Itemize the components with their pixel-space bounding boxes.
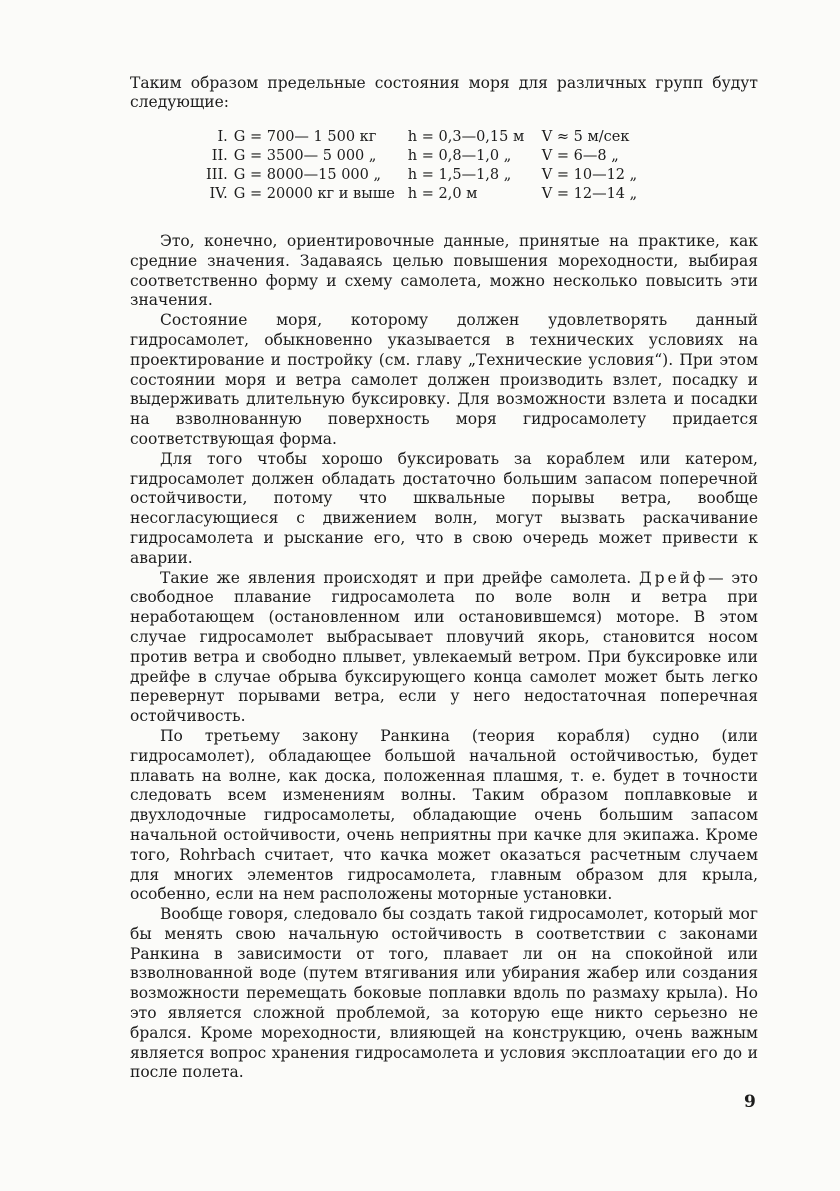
sea-state-row — [206, 147, 658, 166]
sea-state-row — [206, 128, 658, 147]
intro-text: Таким образом предельные состояния моря для различных групп будут следующие: — [130, 74, 758, 111]
drift-intro: Такие же явления происходят и при дрейфе самолета. — [160, 568, 632, 587]
paragraph-sea-state-spec: Состояние моря, которому должен удовлетворять данный гидросамолет, обыкновенно указывается в технических условиях на проектирование и постройку (см. главу „Технические условия“). При этом состоянии моря и ветра самолет должен производить взлет, посадку и выдерживать длительную буксировку. Для возможности взлета и посадки на взволнованную поверхность моря гидросамолету придается соответствующая форма. — [130, 311, 758, 448]
wind-speed: V = 6—8 „ — [541, 148, 619, 164]
weight-range: G = 8000—15 000 „ — [233, 167, 382, 183]
wind-speed: V ≈ 5 м/сек — [541, 129, 630, 145]
paragraph-variable-stability: Вообще говоря, следовало бы создать такой гидросамолет, который мог бы менять свою начальную остойчивость в соответствии с законами Ранкина в зависимости от того, плавает ли он на спокойной или взволнованной воде (путем втягивания или убирания жабер или создания возможности перемещать боковые поплавки вдоль по размаху крыла). Но это является сложной проблемой, за которую еще никто серьезно не брался. Кроме мореходности, влияющей на конструкцию, очень важным является вопрос хранения гидросамолета и условия эксплоатации его до и после полета. — [130, 905, 758, 1082]
page-body — [130, 74, 758, 1083]
weight-range: G = 700— 1 500 кг — [233, 129, 377, 145]
paragraph-towing: Для того чтобы хорошо буксировать за кораблем или катером, гидросамолет должен обладать достаточно большим запасом поперечной остойчивости, потому что шквальные порывы ветра, вообще несогласующиеся с движением волн, могут вызвать раскачивание гидросамолета и рыскание его, что в свою очередь может привести к аварии. — [130, 449, 758, 567]
wave-height: h = 0,3—0,15 м — [407, 129, 525, 145]
drift-term: Дрейф — [638, 568, 709, 587]
wave-height: h = 2,0 м — [407, 186, 478, 202]
group-number: IV. — [209, 186, 228, 202]
wave-height: h = 1,5—1,8 „ — [407, 167, 512, 183]
weight-range: G = 20000 кг и выше — [233, 186, 395, 202]
group-number: I. — [217, 129, 228, 145]
group-number: II. — [211, 148, 228, 164]
wind-speed: V = 10—12 „ — [541, 167, 638, 183]
group-number: III. — [206, 167, 228, 183]
sea-state-row — [206, 185, 658, 204]
wave-height: h = 0,8—1,0 „ — [407, 148, 512, 164]
drift-definition: — это свободное плавание гидросамолета по воле волн и ветра при неработающем (остановленном или остановившемся) моторе. В этом случае гидросамолет выбрасывает пловучий якорь, становится носом против ветра и свободно плывет, увлекаемый ветром. При буксировке или дрейфе в случае обрыва буксирующего конца самолет может быть легко перевернут порывами ветра, если у него недостаточная поперечная остойчивость. — [130, 568, 758, 726]
paragraph-approximate-data: Это, конечно, ориентировочные данные, принятые на практике, как средние значения. Задаваясь целью повышения мореходности, выбирая соответственно форму и схему самолета, можно несколько повысить эти значения. — [130, 232, 758, 310]
page-number: 9 — [744, 1092, 756, 1112]
paragraph-drift — [130, 569, 758, 727]
wind-speed: V = 12—14 „ — [541, 186, 638, 202]
weight-range: G = 3500— 5 000 „ — [233, 148, 377, 164]
sea-state-table — [206, 128, 658, 204]
paragraph-rankine-law: По третьему закону Ранкина (теория корабля) судно (или гидросамолет), обладающее большой начальной остойчивостью, будет плавать на волне, как доска, положенная плашмя, т. е. будет в точности следовать всем изменениям волны. Таким образом поплавковые и двухлодочные гидросамолеты, обладающие очень большим запасом начальной остойчивости, очень неприятны при качке для экипажа. Кроме того, Rohrbach считает, что качка может оказаться расчетным случаем для многих элементов гидросамолета, главным образом для крыла, особенно, если на нем расположены моторные установки. — [130, 726, 758, 904]
sea-state-row — [206, 166, 658, 185]
